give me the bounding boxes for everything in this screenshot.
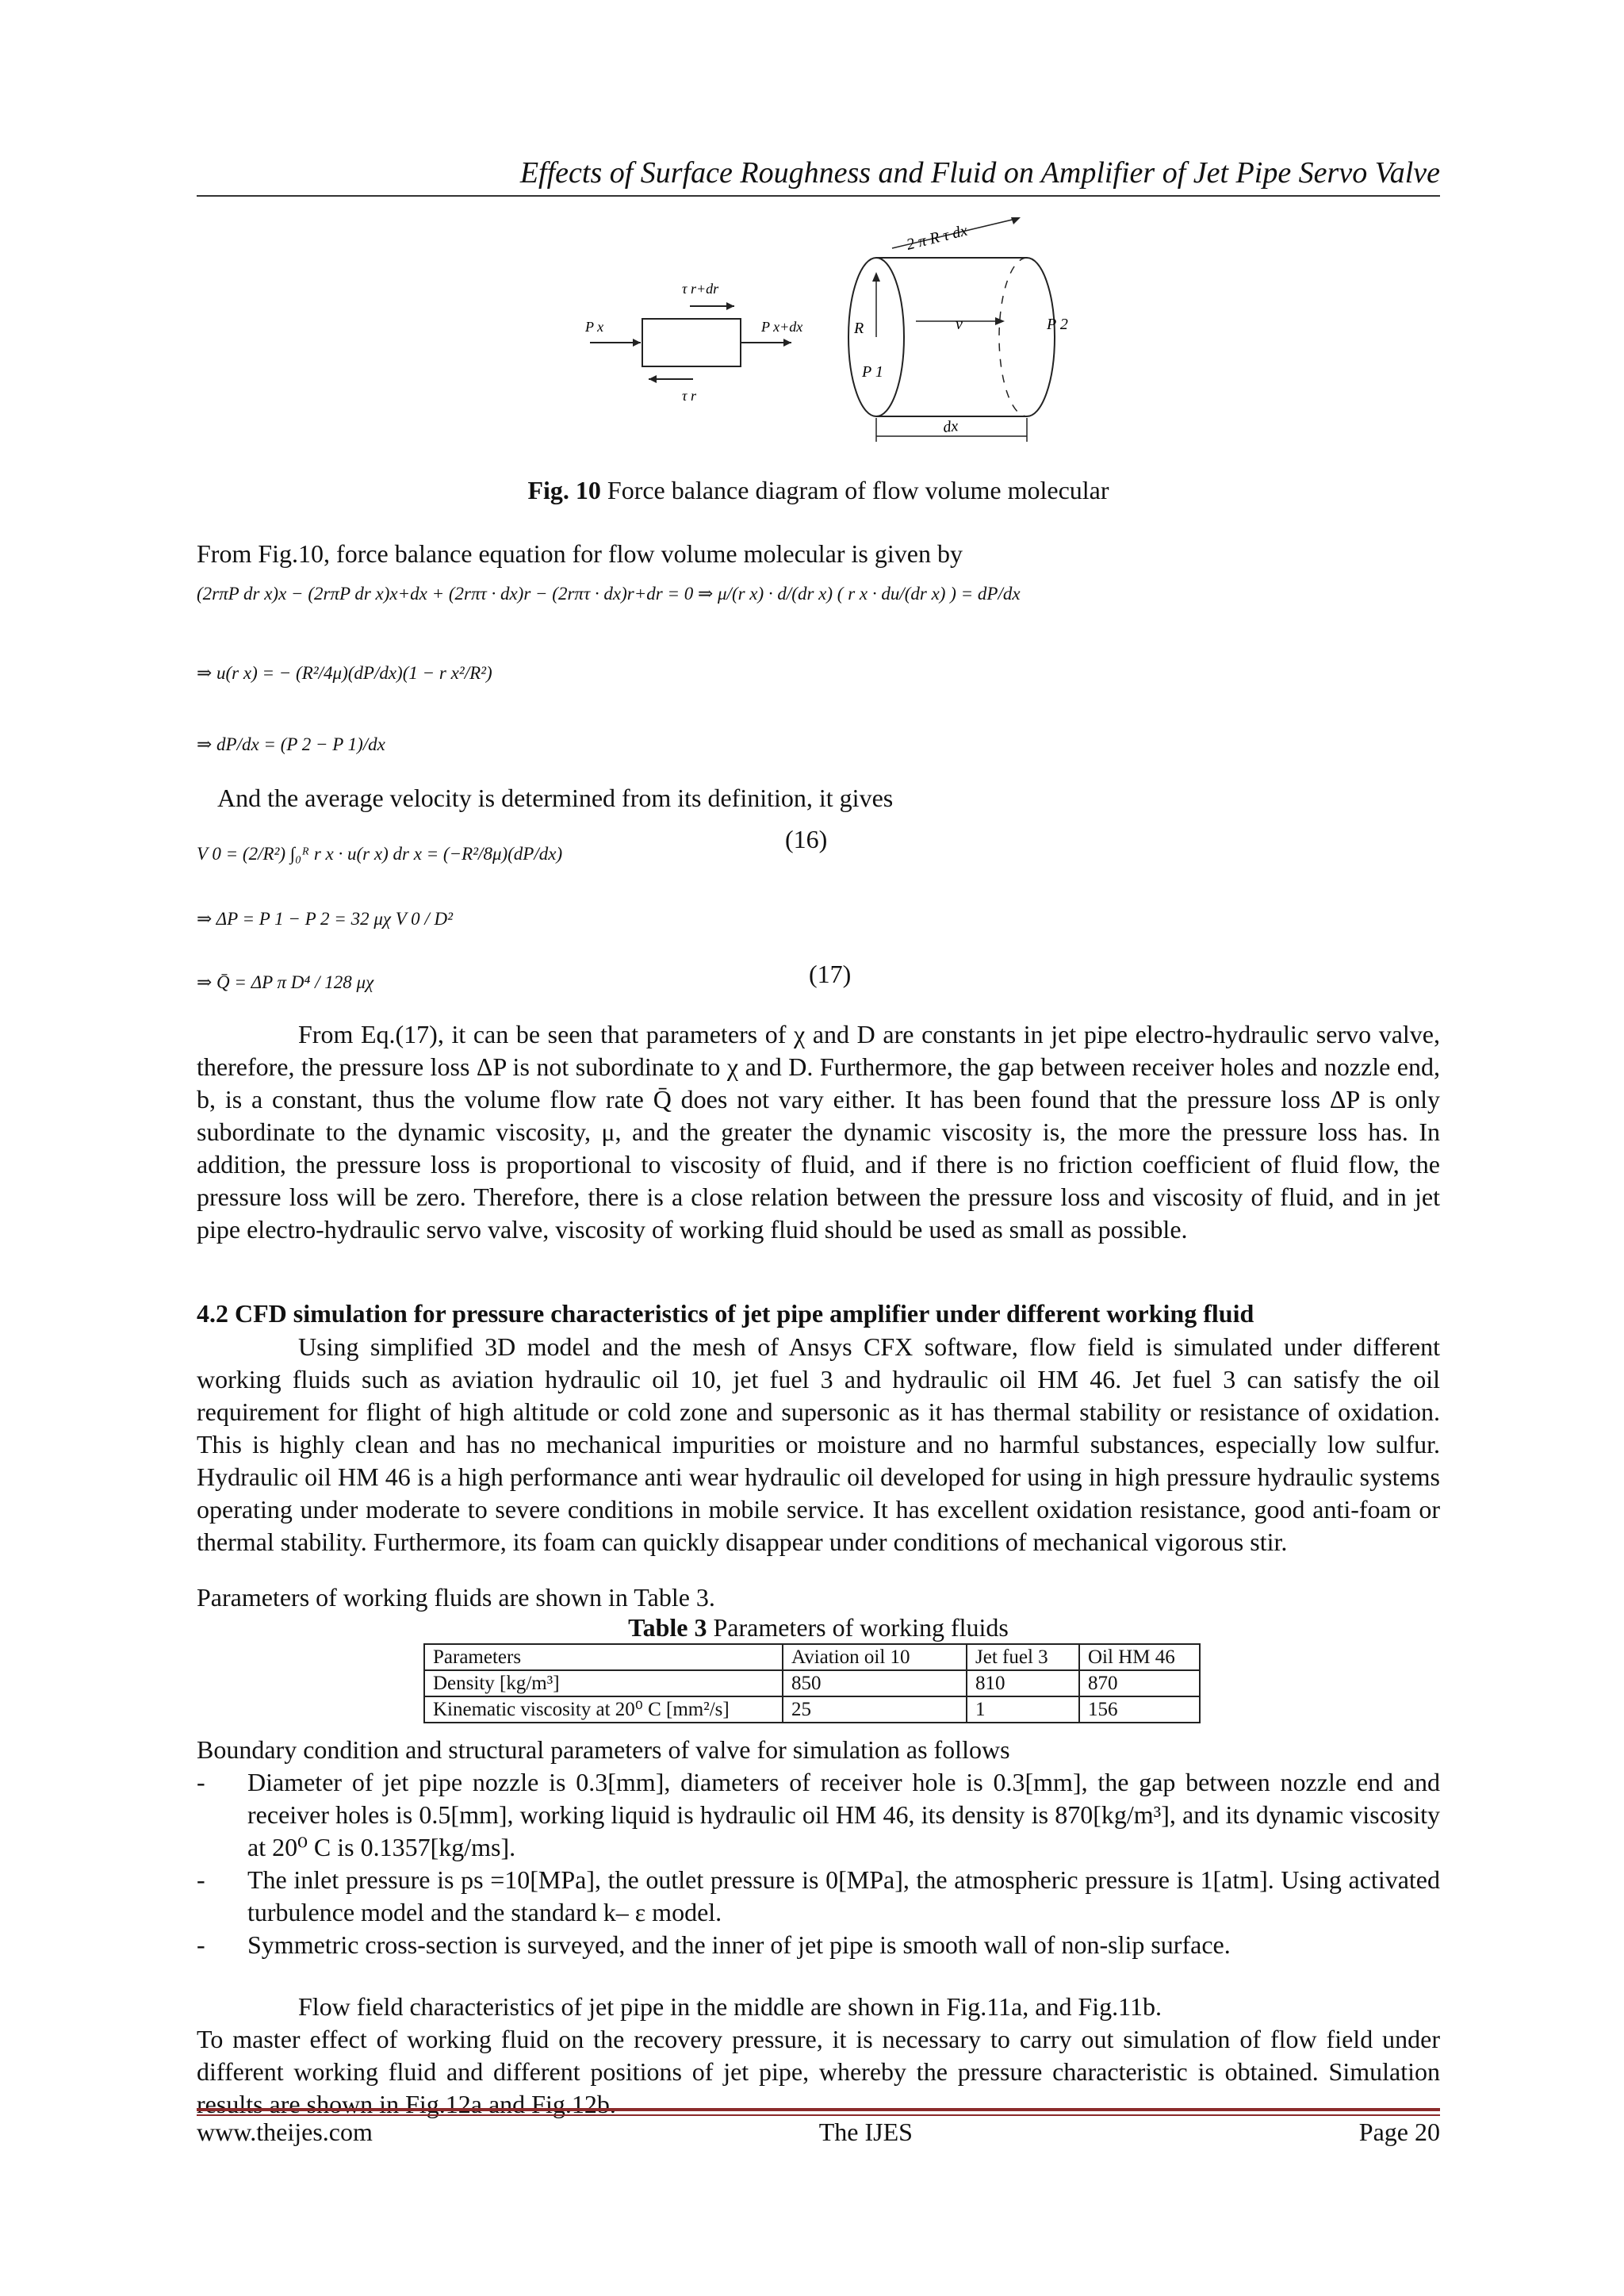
section-heading: 4.2 CFD simulation for pressure characteristics of jet pipe amplifier under different working fluid — [197, 1299, 1254, 1328]
table-header-cell: Aviation oil 10 — [783, 1644, 967, 1670]
equation-number-16: (16) — [785, 825, 828, 853]
label-tau-top: τ r+dr — [682, 281, 719, 297]
table-row — [424, 1670, 1200, 1696]
footer-page-number: Page 20 — [1358, 2118, 1440, 2146]
table-header-row — [424, 1644, 1200, 1670]
header-rule — [197, 195, 1440, 197]
arrow-right-head — [783, 339, 791, 347]
paragraph-average-velocity: And the average velocity is determined from its definition, it gives — [217, 784, 894, 812]
equation-dp: ⇒ ΔP = P 1 − P 2 = 32 μχ V 0 / D² — [197, 909, 454, 929]
paragraph-table-ref: Parameters of working fluids are shown in Table 3. — [197, 1583, 715, 1612]
equation-dpdx: ⇒ dP/dx = (P 2 − P 1)/dx — [197, 734, 385, 754]
page-footer — [197, 2118, 1440, 2147]
footer-website: www.theijes.com — [197, 2118, 373, 2146]
table-caption-number: Table 3 — [628, 1613, 707, 1642]
label-dx: dx — [942, 417, 959, 436]
bullets-block — [197, 1734, 1440, 1961]
table-cell: 156 — [1079, 1696, 1200, 1723]
list-item — [197, 1766, 1440, 1864]
table-3-caption — [197, 1613, 1440, 1642]
table-caption-text: Parameters of working fluids — [707, 1613, 1009, 1642]
paragraph-flow-field-text: Flow field characteristics of jet pipe in the middle are shown in Fig.11a, and Fig.11b. — [298, 1992, 1162, 2021]
radius-arrow — [872, 272, 880, 282]
bullet-dash: - — [197, 1865, 205, 1894]
force-arrow — [1011, 217, 1021, 224]
arrow-left-head — [633, 339, 641, 347]
paragraph-cfd-text: Using simplified 3D model and the mesh of Ansys CFX software, flow field is simulated under different working fluids such as aviation hydraulic oil 10, jet fuel 3 and hydraulic oil HM 46. Jet fuel 3 can satisfy the oil requirement for flight of high altitude or cold zone and supersonic as it has thermal stability or resistance of oxidation. This is highly clean and has no mechanical impurities or moisture and no harmful substances, especially low sulfur. Hydraulic oil HM 46 is a high performance anti wear hydraulic oil developed for using in high pressure hydraulic systems operating under moderate to severe conditions in mobile service. It has excellent oxidation resistance, good anti-foam or thermal stability. Furthermore, its foam can quickly disappear under conditions of mechanical vigorous stir. — [197, 1332, 1440, 1556]
caption-text: Force balance diagram of flow volume molecular — [600, 476, 1109, 504]
figure-10-left — [579, 278, 841, 420]
bullet-text: Symmetric cross-section is surveyed, and the inner of jet pipe is smooth wall of non-slip surface. — [247, 1930, 1231, 1959]
table-3 — [423, 1643, 1201, 1723]
cylinder-right-end-hidden — [999, 258, 1027, 416]
paragraph-discussion — [197, 1018, 1440, 1246]
equation-number-17: (17) — [809, 960, 852, 988]
arrow-top-head — [726, 302, 734, 310]
paragraph-discussion-text: From Eq.(17), it can be seen that parameters of χ and D are constants in jet pipe electro-hydraulic servo valve, therefore, the pressure loss ΔP is not subordinate to χ and D. Furthermore, the gap between receiver holes and nozzle end, b, is a constant, thus the volume flow rate Q̄ does not vary either. It has been found that the pressure loss ΔP is only subordinate to the dynamic viscosity, μ, and the greater the dynamic viscosity is, the more the pressure loss has. In addition, the pressure loss is proportional to viscosity of fluid, and if there is no friction coefficient of fluid flow, the pressure loss will be zero. Therefore, there is a close relation between the pressure loss and viscosity of fluid, and in jet pipe electro-hydraulic servo valve, viscosity of working fluid should be used as small as possible. — [197, 1020, 1440, 1244]
label-r: R — [854, 320, 864, 337]
label-force: 2 π R τ dx — [904, 221, 970, 254]
figure-10-caption — [197, 476, 1440, 505]
table-row — [424, 1696, 1200, 1723]
paragraph-boundary: Boundary condition and structural parameters of valve for simulation as follows — [197, 1735, 1010, 1764]
paragraph-flow-field — [197, 1991, 1440, 2023]
footer-rule-thin — [197, 2114, 1440, 2116]
label-p1: P 1 — [862, 363, 883, 381]
equation-balance: (2rπP dr x)x − (2rπP dr x)x+dx + (2rπτ · dx)r − (2rπτ · dx)r+dr = 0 ⇒ μ/(r x) · d/(dr x) ( r x · du/(dr x) ) = dP/dx — [197, 584, 1021, 604]
table-cell: Kinematic viscosity at 20⁰ C [mm²/s] — [424, 1696, 783, 1723]
table-cell: 25 — [783, 1696, 967, 1723]
equation-u: ⇒ u(r x) = − (R²/4μ)(dP/dx)(1 − r x²/R²) — [197, 663, 492, 683]
arrow-bottom-head — [649, 375, 657, 383]
caption-number: Fig. 10 — [527, 476, 601, 504]
table-header-cell: Jet fuel 3 — [967, 1644, 1079, 1670]
table-header-cell: Oil HM 46 — [1079, 1644, 1200, 1670]
bullet-text: Diameter of jet pipe nozzle is 0.3[mm], diameters of receiver hole is 0.3[mm], the gap between nozzle end and receiver holes is 0.5[mm], working liquid is hydraulic oil HM 46, its density is 870[kg/m³], and its dynamic viscosity at 20⁰ C is 0.1357[kg/ms]. — [247, 1768, 1440, 1861]
table-cell: 850 — [783, 1670, 967, 1696]
list-item — [197, 1929, 1440, 1961]
equation-v0: V 0 = (2/R²) ∫₀ᴿ r x · u(r x) dr x = (−R²/8μ)(dP/dx) — [197, 844, 563, 864]
table-cell: 810 — [967, 1670, 1079, 1696]
equation-q: ⇒ Q̄ = ΔP π D⁴ / 128 μχ — [197, 972, 374, 992]
label-tau-bottom: τ r — [682, 388, 696, 404]
label-px: P x — [585, 319, 604, 335]
bullet-dash: - — [197, 1768, 205, 1796]
list-item — [197, 1864, 1440, 1929]
fluid-element — [642, 319, 741, 366]
table-cell: 870 — [1079, 1670, 1200, 1696]
bullet-text: The inlet pressure is ps =10[MPa], the outlet pressure is 0[MPa], the atmospheric pressure is 1[atm]. Using activated turbulence model and the standard k– ε model. — [247, 1865, 1440, 1926]
label-pxdx: P x+dx — [761, 319, 803, 335]
paragraph-cfd — [197, 1331, 1440, 1558]
label-p2: P 2 — [1047, 316, 1068, 333]
bullet-dash: - — [197, 1930, 205, 1959]
table-cell: 1 — [967, 1696, 1079, 1723]
paragraph-simulation: To master effect of working fluid on the recovery pressure, it is necessary to carry out simulation of flow field under different working fluid and different positions of jet pipe, whereby the pressure characteristic is obtained. Simulation results are shown in Fig.12a and Fig.12b. — [197, 2025, 1440, 2118]
table-cell: Density [kg/m³] — [424, 1670, 783, 1696]
page-header: Effects of Surface Roughness and Fluid on Amplifier of Jet Pipe Servo Valve — [519, 156, 1440, 190]
footer-journal: The IJES — [818, 2118, 913, 2146]
paragraph-intro: From Fig.10, force balance equation for flow volume molecular is given by — [197, 539, 963, 568]
table-header-cell: Parameters — [424, 1644, 783, 1670]
cylinder-right-end — [1027, 258, 1055, 416]
label-v: v — [956, 316, 963, 333]
figure-10-right — [845, 210, 1090, 464]
footer-rule-thick — [197, 2108, 1440, 2111]
